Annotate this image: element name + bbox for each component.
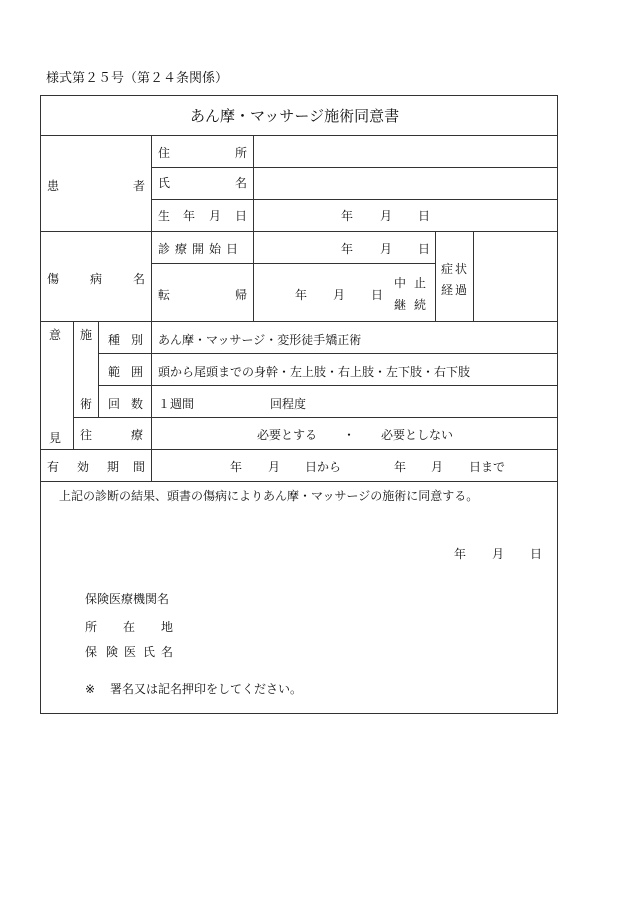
course-label: 経過 [441,283,470,297]
divider [435,231,436,321]
signature-note: 署名又は記名押印をしてください。 [110,682,303,696]
start-month: 月 [380,242,393,256]
divider [151,167,558,168]
validity-from-month: 月 [268,460,281,474]
treatment-label: 施 [80,328,93,342]
divider [151,263,435,264]
opinion-section-label: 見 [49,431,62,445]
location-label: 在 [123,620,136,634]
address-label: 所 [235,146,248,160]
visit-option-not-required: 必要としない [381,428,454,442]
treatment-label: 術 [80,397,93,411]
consent-month: 月 [492,547,505,561]
doctor-name-label: 険 [106,645,119,659]
range-label: 囲 [131,365,144,379]
validity-label: 効 [77,460,90,474]
visit-separator: ・ [343,428,356,442]
consent-year: 年 [454,547,467,561]
divider [98,385,558,386]
divider [40,321,558,322]
doctor-name-label: 氏 [143,645,156,659]
divider [98,353,558,354]
injury-section-label: 傷 [47,272,60,286]
name-label: 氏 [158,176,171,190]
patient-section-label: 患 [47,179,60,193]
doctor-name-label: 医 [124,645,137,659]
count-label: 回 [108,397,121,411]
count-unit: 回程度 [270,397,307,411]
validity-label: 有 [47,460,60,474]
visit-label: 往 [80,428,93,442]
divider [40,231,558,232]
course-label: 症状 [441,262,470,276]
outcome-label: 転 [158,288,171,302]
divider [40,135,558,136]
validity-label: 期 [107,460,120,474]
opinion-section-label: 意 [49,328,62,342]
divider [253,135,254,231]
doctor-name-label: 名 [161,645,174,659]
divider [73,321,74,449]
location-label: 所 [85,620,98,634]
validity-from-day: 日から [305,460,342,474]
divider [40,481,558,482]
divider [151,231,152,321]
start-date-label: 診療開始日 [158,242,244,256]
divider [151,135,152,231]
institution-label: 保険医療機関名 [85,592,170,606]
outcome-option-stop: 中止 [394,276,435,290]
validity-label: 間 [133,460,146,474]
dob-year: 年 [341,209,354,223]
kind-label: 種 [108,333,121,347]
kind-label: 別 [131,333,144,347]
address-label: 住 [158,146,171,160]
range-label: 範 [108,365,121,379]
start-year: 年 [341,242,354,256]
injury-section-label: 病 [90,272,103,286]
validity-from-year: 年 [230,460,243,474]
outcome-option-continue: 継続 [394,298,435,312]
count-week: １週間 [158,397,195,411]
consent-statement: 上記の診断の結果、頭書の傷病によりあん摩・マッサージの施術に同意する。 [59,489,479,503]
dob-label: 生 [158,209,171,223]
count-label: 数 [131,397,144,411]
divider [253,231,254,321]
form-title: あん摩・マッサージ施術同意書 [190,107,400,125]
visit-option-required: 必要とする [257,428,318,442]
start-day: 日 [418,242,431,256]
name-label: 名 [235,176,248,190]
validity-to-year: 年 [394,460,407,474]
form-number: 様式第２５号（第２４条関係） [46,71,229,86]
consent-day: 日 [530,547,543,561]
outcome-month: 月 [333,288,346,302]
divider [73,417,558,418]
visit-label: 療 [131,428,144,442]
injury-section-label: 名 [133,272,146,286]
patient-section-label: 者 [133,179,146,193]
kind-value: あん摩・マッサージ・変形徒手矯正術 [158,333,362,347]
divider [98,321,99,417]
doctor-name-label: 保 [85,645,98,659]
outcome-year: 年 [295,288,308,302]
outcome-label: 帰 [235,288,248,302]
divider [151,321,152,481]
note-mark: ※ [85,682,96,696]
validity-to-day: 日まで [469,460,506,474]
location-label: 地 [161,620,174,634]
dob-label: 月 [209,209,222,223]
dob-label: 年 [183,209,196,223]
dob-month: 月 [380,209,393,223]
dob-label: 日 [235,209,248,223]
divider [40,449,558,450]
validity-to-month: 月 [431,460,444,474]
dob-day: 日 [418,209,431,223]
divider [151,199,558,200]
outcome-day: 日 [371,288,384,302]
divider [473,231,474,321]
range-value: 頭から尾頭までの身幹・左上肢・右上肢・左下肢・右下肢 [158,365,471,379]
